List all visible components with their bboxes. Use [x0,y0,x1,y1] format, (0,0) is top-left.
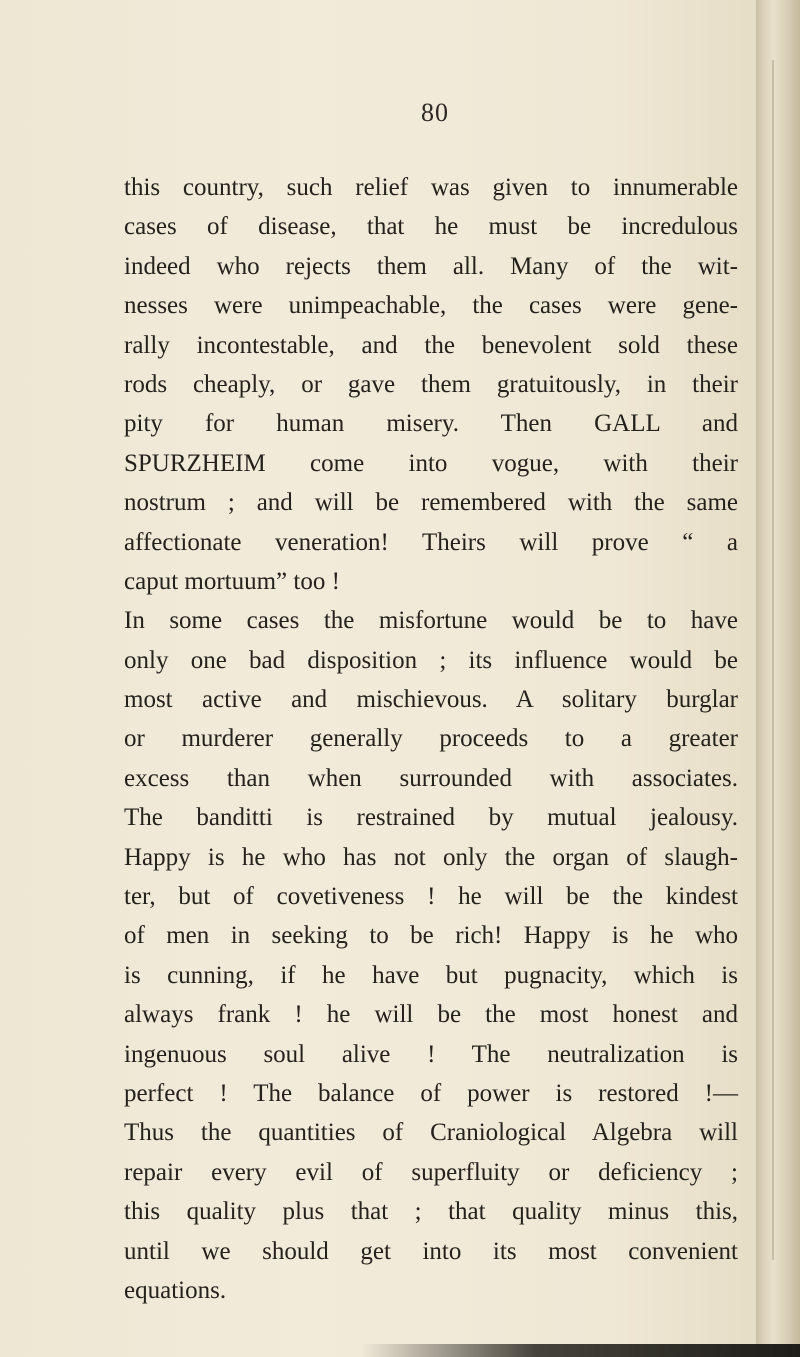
text-line: ter, but of covetiveness ! he will be the kindest [124,883,738,911]
text-line: this country, such relief was given to innumerable [124,174,738,201]
text-line: always frank ! he will be the most honest and [124,1001,738,1029]
text-line: In some cases the misfortune would be to have [124,607,738,635]
text-line: equations. [124,1276,227,1304]
text-line: nostrum ; and will be remembered with the same [124,489,738,517]
text-line: rods cheaply, or gave them gratuitously, in their [124,370,738,398]
text-line: Thus the quantities of Craniological Algebra will [124,1119,738,1147]
text-line: SPURZHEIM come into vogue, with their [124,449,738,477]
text-line: affectionate veneration! Theirs will prove “ a [124,528,738,556]
text-line: pity for human misery. Then GALL and [124,410,738,438]
text-line: of men in seeking to be rich! Happy is he who [124,922,738,950]
text-line: The banditti is restrained by mutual jealousy. [124,804,738,832]
page-edge [756,0,800,1357]
text-line: indeed who rejects them all. Many of the wit- [124,252,738,280]
text-line: nesses were unimpeachable, the cases were gene- [124,292,738,320]
body-text [124,168,738,1310]
text-line: excess than when surrounded with associates. [124,764,738,792]
text-line: cases of disease, that he must be incredulous [124,213,738,241]
text-line: rally incontestable, and the benevolent sold these [124,331,738,359]
text-line: repair every evil of superfluity or deficiency ; [124,1158,738,1186]
text-line: until we should get into its most convenient [124,1237,738,1265]
text-line: or murderer generally proceeds to a greater [124,725,738,753]
text-line: ingenuous soul alive ! The neutralization is [124,1040,738,1068]
page-number: 80 [421,98,449,127]
text-line: caput mortuum” too ! [124,567,340,595]
bottom-shadow [360,1344,800,1357]
text-line: is cunning, if he have but pugnacity, which is [124,961,738,989]
text-line: this quality plus that ; that quality minus this, [124,1198,738,1226]
text-line: perfect ! The balance of power is restored !— [124,1079,738,1107]
text-line: only one bad disposition ; its influence would be [124,646,738,674]
text-line: most active and mischievous. A solitary burglar [124,686,738,714]
text-line: Happy is he who has not only the organ of slaugh- [124,843,738,871]
page-fold-line [772,60,774,1260]
